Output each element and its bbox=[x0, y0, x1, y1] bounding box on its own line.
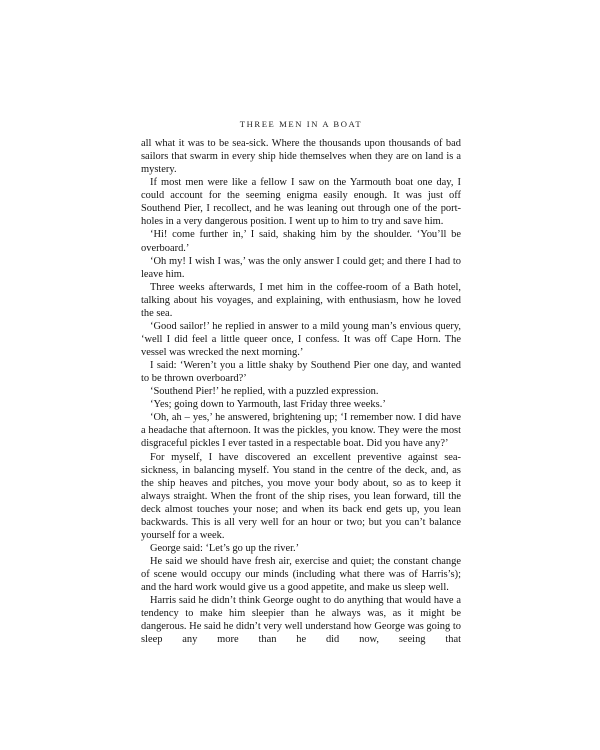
paragraph: ‘Hi! come further in,’ I said, shaking him by the shoulder. ‘You’ll be overboard.’ bbox=[141, 229, 461, 254]
paragraph: ‘Good sailor!’ he replied in answer to a mild young man’s envious query, ‘well I did feel a little queer once, I confess. It was off Cape Horn. The vessel was wrecked the next morning.’ bbox=[141, 320, 461, 358]
paragraph: ‘Oh, ah – yes,’ he answered, brightening up; ‘I remember now. I did have a headache that afternoon. It was the pickles, you know. They were the most disgraceful pickles I ever tasted in a respectable boat. Did you have any?’ bbox=[141, 412, 461, 450]
paragraph: If most men were like a fellow I saw on the Yarmouth boat one day, I could account for the seeming enigma easily enough. It was just off Southend Pier, I recollect, and he was leaning out through one of the port-holes in a very dangerous position. I went up to him to try and save him. bbox=[141, 177, 461, 228]
body-text bbox=[141, 137, 461, 646]
paragraph: Harris said he didn’t think George ought to do anything that would have a tendency to make him sleepier than he always was, as it might be dangerous. He said he didn’t very well understand how George was going to sleep any more than he did now, seeing that bbox=[141, 595, 461, 646]
running-head: THREE MEN IN A BOAT bbox=[239, 119, 363, 129]
paragraph: George said: ‘Let’s go up the river.’ bbox=[150, 542, 300, 554]
paragraph: He said we should have fresh air, exercise and quiet; the constant change of scene would occupy our minds (including what there was of Harris’s); and the hard work would give us a good appetite, and make us sleep well. bbox=[141, 556, 461, 594]
paragraph: Three weeks afterwards, I met him in the coffee-room of a Bath hotel, talking about his voyages, and explaining, with enthusiasm, how he loved the sea. bbox=[141, 281, 461, 319]
paragraph: ‘Oh my! I wish I was,’ was the only answer I could get; and there I had to leave him. bbox=[141, 255, 461, 280]
paragraph: I said: ‘Weren’t you a little shaky by Southend Pier one day, and wanted to be thrown overboard?’ bbox=[141, 360, 461, 385]
paragraph: ‘Yes; going down to Yarmouth, last Friday three weeks.’ bbox=[150, 399, 386, 411]
paragraph: all what it was to be sea-sick. Where the thousands upon thousands of bad sailors that swarm in every ship hide themselves when they are on land is a mystery. bbox=[141, 138, 461, 176]
paragraph: For myself, I have discovered an excellent preventive against sea-sickness, in balancing myself. You stand in the centre of the deck, and, as the ship heaves and pitches, you move your body about, so as to keep it always straight. When the front of the ship rises, you lean forward, till the deck almost touches your nose; and when its back end gets up, you lean backwards. This is all very well for an hour or two; but you can’t balance yourself for a week. bbox=[141, 451, 461, 541]
paragraph: ‘Southend Pier!’ he replied, with a puzzled expression. bbox=[150, 386, 379, 398]
